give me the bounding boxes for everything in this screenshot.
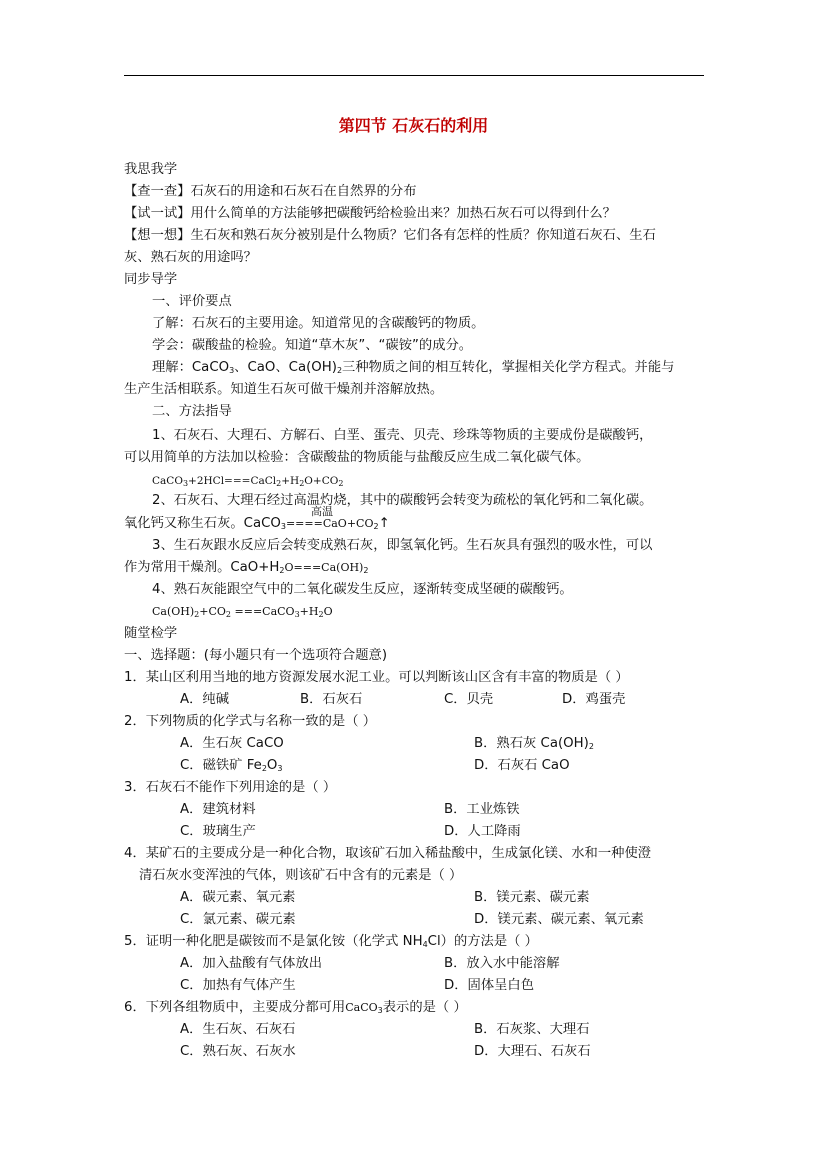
- method-3-line: 3、生石灰跟水反应后会转变成熟石灰，即氢氧化钙。生石灰具有强烈的吸水性，可以: [152, 538, 653, 553]
- question-6: 6．下列各组物质中，主要成分都可用CaCO$_3$表示的是（ ）: [124, 1000, 467, 1015]
- xiang-text: 生石灰和熟石灰分被别是什么物质？它们各有怎样的性质？你知道石灰石、生石: [190, 228, 656, 243]
- q1-option-d: D．鸡蛋壳: [562, 692, 626, 707]
- section-heading-suitang: 随堂检学: [124, 626, 178, 641]
- question-3: 3．石灰石不能作下列用途的是（ ）: [124, 780, 337, 795]
- question-4: 4．某矿石的主要成分是一种化合物，取该矿石加入稀盐酸中，生成氯化镁、水和一种使澄: [124, 846, 652, 861]
- eq4-e: O: [323, 605, 333, 618]
- section-heading-tongbu: 同步导学: [124, 272, 178, 287]
- q4-option-c: C．氯元素、碳元素: [180, 912, 296, 927]
- part-fangfa: 二、方法指导: [152, 404, 232, 419]
- eq1-c: +H: [281, 475, 300, 487]
- m2-d: ↑: [378, 516, 390, 531]
- q3-option-c: C．玻璃生产: [180, 824, 256, 839]
- q3-option-a: A．建筑材料: [180, 802, 256, 817]
- lijie-b: 、CaO、Ca(OH): [234, 360, 337, 375]
- q2-c-text: C．磁铁矿 Fe: [180, 758, 262, 773]
- q3-option-b: B．工业炼铁: [444, 802, 520, 817]
- m2-b: 氧化钙又称生石灰。CaCO: [124, 516, 281, 531]
- eq4-b: +CO: [199, 605, 226, 618]
- q5-option-b: B．放入水中能溶解: [444, 956, 560, 971]
- q3-option-d: D．人工降雨: [444, 824, 521, 839]
- q5-b: Cl）的方法是（ ）: [427, 934, 538, 949]
- liaojie-line: 了解：石灰石的主要用途。知道常见的含碳酸钙的物质。: [152, 316, 485, 331]
- equation-1: $CaCO_3+2HCl===CaCl_2+H_2O+CO_2$: [152, 475, 344, 488]
- q6-a: 6．下列各组物质中，主要成分都可用: [124, 1000, 346, 1015]
- question-5: 5．证明一种化肥是碳铵而不是氯化铵（化学式 $NH_4Cl$）的方法是（ ）: [124, 934, 538, 949]
- q2-b-text: B．熟石灰 Ca(OH): [474, 736, 589, 751]
- q2-c-o: O: [266, 758, 278, 773]
- part-pingjia: 一、评价要点: [152, 294, 232, 309]
- q4-option-b: B．镁元素、碳元素: [474, 890, 590, 905]
- cha-yi-cha-line: [124, 183, 417, 201]
- q2-option-b: B．熟石灰 $Ca(OH)_2$: [474, 736, 594, 751]
- method-1-line: 1、石灰石、大理石、方解石、白垩、蛋壳、贝壳、珍珠等物质的主要成份是碳酸钙，: [152, 428, 653, 443]
- condition-gaowen: 高温: [311, 505, 333, 518]
- header-rule: [124, 75, 704, 76]
- xuehui-line: 学会：碳酸盐的检验。知道“草木灰”、“碳铵”的成分。: [152, 338, 473, 353]
- m3-b: 作为常用干燥剂。CaO+H: [124, 560, 280, 575]
- eq1-a: CaCO: [152, 475, 183, 487]
- lijie-line: 理解：CaCO$_3$、CaO、$Ca(OH)_2$三种物质之间的相互转化，掌握相关化学方程式。并能与: [152, 360, 675, 375]
- section-heading-wosi: 我思我学: [124, 162, 178, 177]
- xiang-yi-xiang-line: [124, 227, 656, 245]
- eq4-a: Ca(OH): [152, 605, 195, 618]
- q5-option-d: D．固体呈白色: [444, 978, 535, 993]
- lijie-c: 三种物质之间的相互转化，掌握相关化学方程式。并能与: [342, 360, 675, 375]
- xiang-tag: 【想一想】: [124, 228, 191, 243]
- shi-yi-shi-line: [124, 205, 616, 223]
- q2-option-d: D．石灰石 CaO: [474, 758, 570, 773]
- method-2-cont: 氧化钙又称生石灰。$CaCO_3====CaO+CO_2↑$: [124, 516, 390, 531]
- m2-c: ====CaO+CO: [285, 517, 374, 530]
- shi-tag: 【试一试】: [124, 206, 191, 221]
- q1-option-a: A．纯碱: [180, 692, 229, 707]
- eq1-d: O+CO: [304, 475, 339, 487]
- q4-option-d: D．镁元素、碳元素、氧元素: [474, 912, 644, 927]
- q4-option-a: A．碳元素、氧元素: [180, 890, 296, 905]
- q6-option-b: B．石灰浆、大理石: [474, 1022, 590, 1037]
- q6-option-a: A．生石灰、石灰石: [180, 1022, 296, 1037]
- q6-formula: CaCO: [345, 1001, 378, 1014]
- q2-option-a: A．生石灰 CaCO: [180, 736, 284, 751]
- question-2: 2．下列物质的化学式与名称一致的是（ ）: [124, 714, 377, 729]
- q5-option-a: A．加入盐酸有气体放出: [180, 956, 323, 971]
- question-4-cont: 清石灰水变浑浊的气体，则该矿石中含有的元素是（ ）: [139, 868, 463, 883]
- eq1-b: +2HCl===CaCl: [188, 475, 277, 487]
- q6-b: 表示的是（ ）: [382, 1000, 467, 1015]
- method-3-cont: 作为常用干燥剂。$CaO+H_2O===Ca(OH)_2$: [124, 560, 369, 575]
- eq4-d: +H: [299, 605, 319, 618]
- lijie-a: 理解：CaCO: [152, 360, 230, 375]
- m3-c: O===Ca(OH): [284, 561, 364, 574]
- cha-text: 石灰石的用途和石灰石在自然界的分布: [190, 184, 417, 199]
- q6-option-d: D．大理石、石灰石: [474, 1044, 591, 1059]
- q1-option-b: B．石灰石: [300, 692, 363, 707]
- cha-tag: 【查一查】: [124, 184, 191, 199]
- question-1: 1．某山区利用当地的地方资源发展水泥工业。可以判断该山区含有丰富的物质是（ ）: [124, 670, 629, 685]
- equation-4: $Ca(OH)_2+CO_2$ $===CaCO_3+H_2O$: [152, 605, 333, 619]
- q5-a: 5．证明一种化肥是碳铵而不是氯化铵（化学式 NH: [124, 934, 423, 949]
- eq4-c: ===CaCO: [231, 605, 295, 618]
- method-2-line: 2、石灰石、大理石经过高温灼烧，其中的碳酸钙会转变为疏松的氧化钙和二氧化碳。: [152, 493, 653, 508]
- lijie-cont: 生产生活相联系。知道生石灰可做干燥剂并溶解放热。: [124, 382, 444, 397]
- q6-option-c: C．熟石灰、石灰水: [180, 1044, 296, 1059]
- q2-option-c: C．磁铁矿 $Fe_2O_3$: [180, 758, 283, 773]
- q1-option-c: C．贝壳: [444, 692, 494, 707]
- page-title: 第四节 石灰石的利用: [338, 116, 489, 135]
- shi-text: 用什么简单的方法能够把碳酸钙给检验出来？加热石灰石可以得到什么？: [190, 206, 616, 221]
- method-1-cont: 可以用简单的方法加以检验：含碳酸盐的物质能与盐酸反应生成二氧化碳气体。: [124, 450, 590, 465]
- q5-option-c: C．加热有气体产生: [180, 978, 296, 993]
- part-xuanze: 一、选择题：(每小题只有一个选项符合题意): [124, 648, 388, 663]
- method-4-line: 4、熟石灰能跟空气中的二氧化碳发生反应，逐渐转变成坚硬的碳酸钙。: [152, 582, 573, 597]
- xiang-yi-xiang-cont: 灰、熟石灰的用途吗？: [124, 250, 257, 265]
